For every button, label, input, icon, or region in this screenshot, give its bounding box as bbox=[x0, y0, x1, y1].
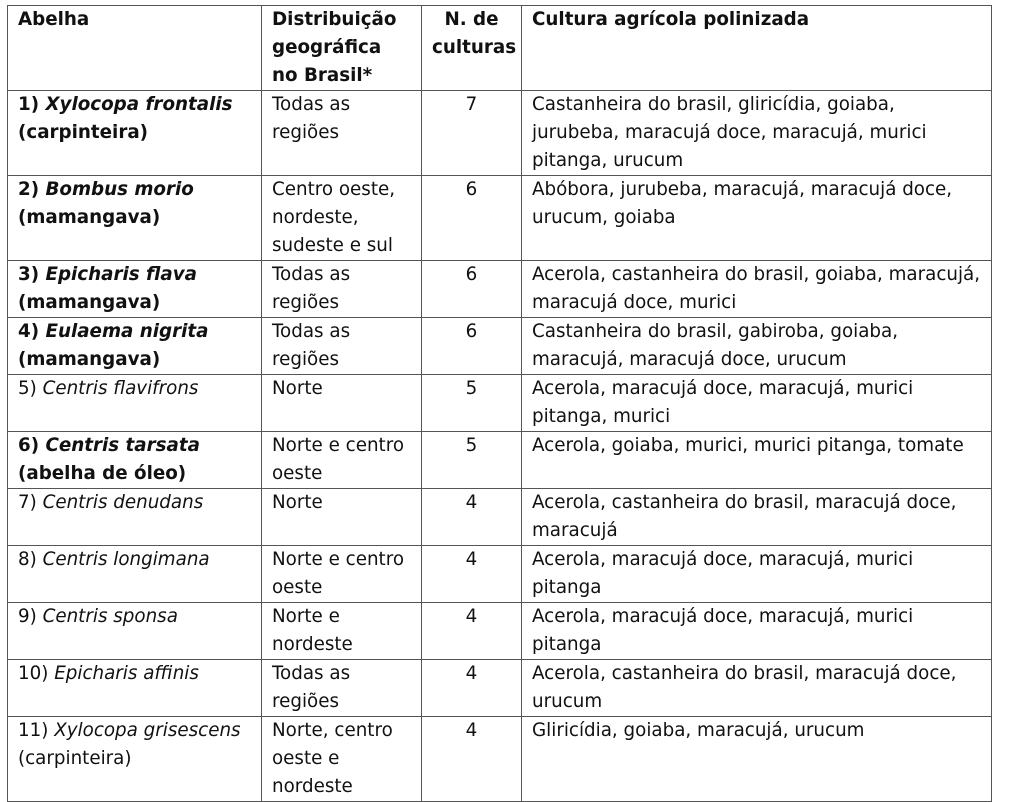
species-name: Eulaema nigrita bbox=[45, 321, 209, 342]
bee-cell bbox=[8, 176, 262, 261]
table-row bbox=[8, 717, 992, 802]
common-name: (mamangava) bbox=[18, 292, 161, 313]
bee-cell bbox=[8, 375, 262, 432]
table-row bbox=[8, 176, 992, 261]
crop-count-cell: 6 bbox=[422, 318, 522, 375]
row-number: 10) bbox=[18, 663, 55, 684]
distribution-cell: Norte e centro oeste bbox=[262, 546, 422, 603]
crops-cell: Castanheira do brasil, gliricídia, goiaba, jurubeba, maracujá doce, maracujá, murici pitanga, urucum bbox=[522, 91, 992, 176]
row-number: 5) bbox=[18, 378, 43, 399]
header-bee: Abelha bbox=[8, 6, 262, 91]
species-name: Centris tarsata bbox=[45, 435, 200, 456]
table-row bbox=[8, 546, 992, 603]
crop-count-cell: 4 bbox=[422, 546, 522, 603]
bee-pollination-table bbox=[7, 5, 992, 802]
bee-cell bbox=[8, 318, 262, 375]
crop-count-cell: 6 bbox=[422, 261, 522, 318]
common-name: (abelha de óleo) bbox=[18, 463, 187, 484]
species-name: Centris flavifrons bbox=[42, 378, 199, 399]
table-row bbox=[8, 318, 992, 375]
bee-cell bbox=[8, 432, 262, 489]
crops-cell: Acerola, castanheira do brasil, goiaba, maracujá, maracujá doce, murici bbox=[522, 261, 992, 318]
species-name: Epicharis affinis bbox=[54, 663, 199, 684]
row-number: 4) bbox=[18, 321, 46, 342]
table-row bbox=[8, 660, 992, 717]
distribution-cell: Norte, centro oeste e nordeste bbox=[262, 717, 422, 802]
crops-cell: Acerola, maracujá doce, maracujá, murici pitanga, murici bbox=[522, 375, 992, 432]
distribution-cell: Norte e centro oeste bbox=[262, 432, 422, 489]
header-crops: Cultura agrícola polinizada bbox=[522, 6, 992, 91]
species-name: Bombus morio bbox=[45, 179, 194, 200]
crops-cell: Acerola, maracujá doce, maracujá, murici pitanga bbox=[522, 603, 992, 660]
distribution-cell: Todas as regiões bbox=[262, 91, 422, 176]
table-row bbox=[8, 432, 992, 489]
row-number: 11) bbox=[18, 720, 55, 741]
row-number: 1) bbox=[18, 94, 46, 115]
table-body bbox=[8, 91, 992, 802]
row-number: 3) bbox=[18, 264, 46, 285]
crops-cell: Acerola, castanheira do brasil, maracujá doce, urucum bbox=[522, 660, 992, 717]
distribution-cell: Norte e nordeste bbox=[262, 603, 422, 660]
table-row bbox=[8, 261, 992, 318]
table-row bbox=[8, 91, 992, 176]
common-name: (mamangava) bbox=[18, 207, 161, 228]
common-name: (carpinteira) bbox=[18, 122, 149, 143]
crops-cell: Abóbora, jurubeba, maracujá, maracujá doce, urucum, goiaba bbox=[522, 176, 992, 261]
crops-cell: Gliricídia, goiaba, maracujá, urucum bbox=[522, 717, 992, 802]
bee-cell bbox=[8, 717, 262, 802]
species-name: Centris denudans bbox=[42, 492, 204, 513]
distribution-cell: Centro oeste, nordeste, sudeste e sul bbox=[262, 176, 422, 261]
crops-cell: Acerola, castanheira do brasil, maracujá doce, maracujá bbox=[522, 489, 992, 546]
crops-cell: Acerola, goiaba, murici, murici pitanga, tomate bbox=[522, 432, 992, 489]
header-distribution: Distribuição geográfica no Brasil* bbox=[262, 6, 422, 91]
crop-count-cell: 4 bbox=[422, 489, 522, 546]
species-name: Centris longimana bbox=[42, 549, 210, 570]
species-name: Epicharis flava bbox=[45, 264, 197, 285]
common-name: (mamangava) bbox=[18, 349, 161, 370]
row-number: 7) bbox=[18, 492, 43, 513]
distribution-cell: Norte bbox=[262, 489, 422, 546]
distribution-cell: Todas as regiões bbox=[262, 660, 422, 717]
header-num-crops: N. de culturas bbox=[422, 6, 522, 91]
crop-count-cell: 5 bbox=[422, 432, 522, 489]
common-name: (carpinteira) bbox=[18, 748, 132, 769]
crop-count-cell: 4 bbox=[422, 603, 522, 660]
crop-count-cell: 4 bbox=[422, 717, 522, 802]
row-number: 8) bbox=[18, 549, 43, 570]
header-row bbox=[8, 6, 992, 91]
crops-cell: Castanheira do brasil, gabiroba, goiaba, maracujá, maracujá doce, urucum bbox=[522, 318, 992, 375]
species-name: Xylocopa frontalis bbox=[45, 94, 233, 115]
species-name: Centris sponsa bbox=[42, 606, 178, 627]
row-number: 6) bbox=[18, 435, 46, 456]
bee-cell bbox=[8, 603, 262, 660]
bee-cell bbox=[8, 546, 262, 603]
crop-count-cell: 7 bbox=[422, 91, 522, 176]
bee-cell bbox=[8, 489, 262, 546]
table-row bbox=[8, 603, 992, 660]
bee-cell bbox=[8, 91, 262, 176]
crop-count-cell: 5 bbox=[422, 375, 522, 432]
row-number: 2) bbox=[18, 179, 46, 200]
distribution-cell: Todas as regiões bbox=[262, 318, 422, 375]
crop-count-cell: 4 bbox=[422, 660, 522, 717]
row-number: 9) bbox=[18, 606, 43, 627]
distribution-cell: Norte bbox=[262, 375, 422, 432]
bee-cell bbox=[8, 660, 262, 717]
distribution-cell: Todas as regiões bbox=[262, 261, 422, 318]
crop-count-cell: 6 bbox=[422, 176, 522, 261]
bee-cell bbox=[8, 261, 262, 318]
table-row bbox=[8, 489, 992, 546]
crops-cell: Acerola, maracujá doce, maracujá, murici pitanga bbox=[522, 546, 992, 603]
table-row bbox=[8, 375, 992, 432]
species-name: Xylocopa grisescens bbox=[54, 720, 241, 741]
